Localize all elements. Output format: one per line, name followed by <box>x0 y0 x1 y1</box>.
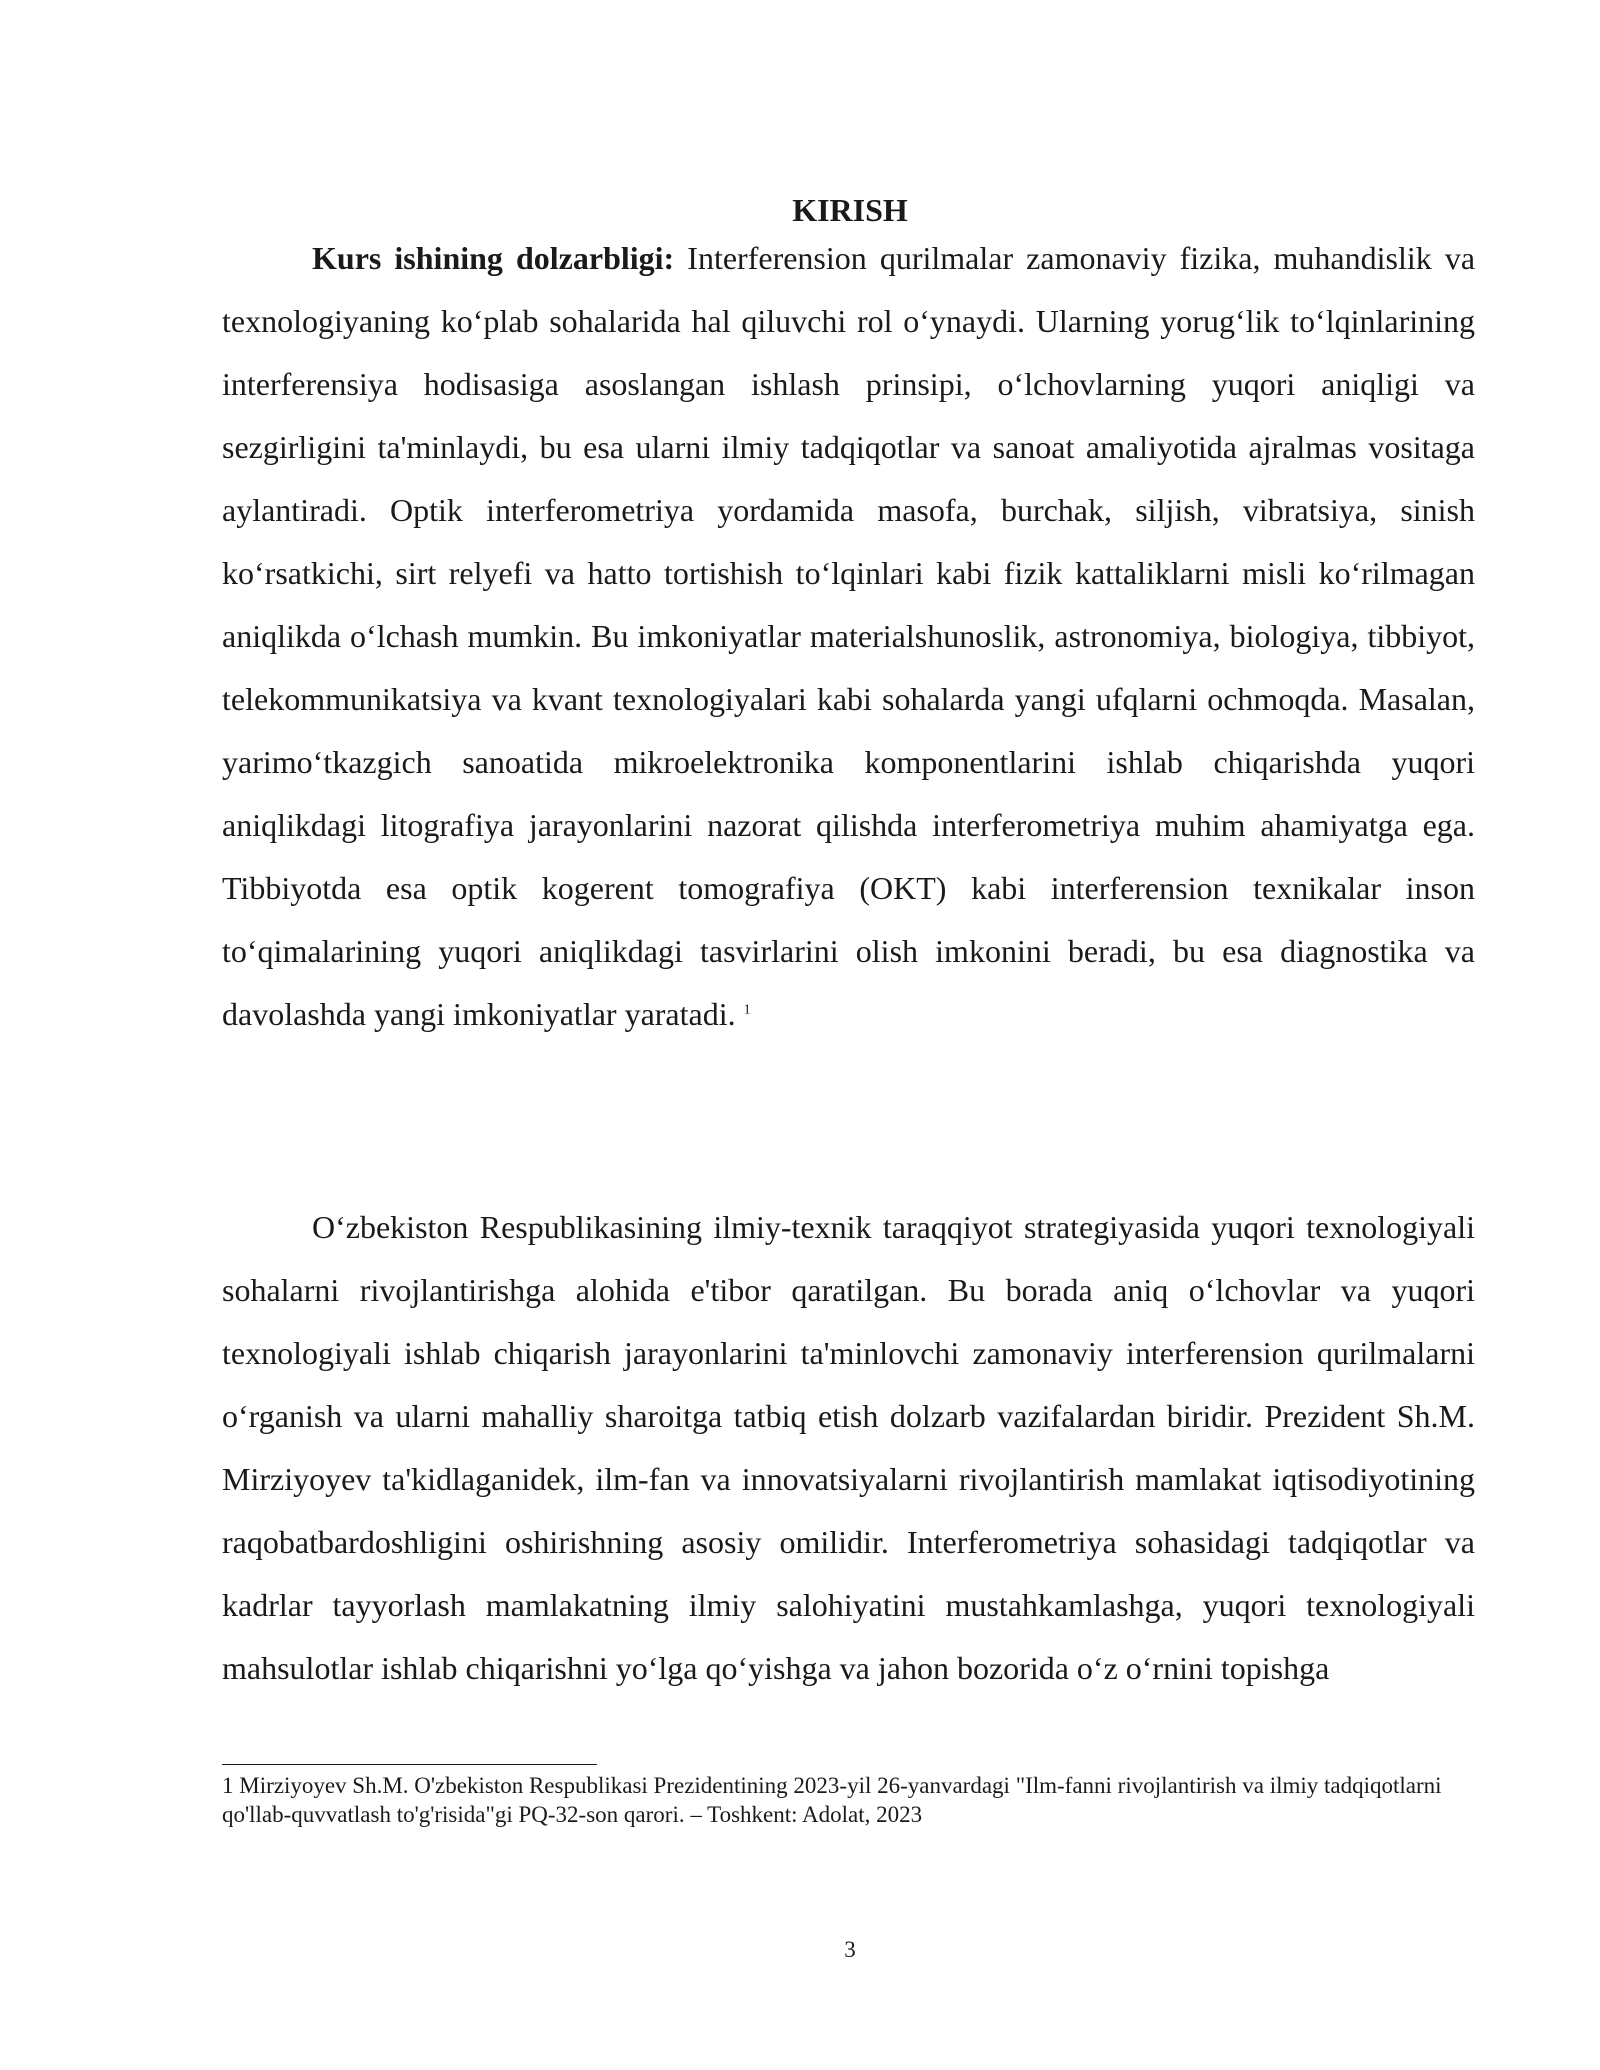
section-heading: KIRISH <box>792 192 908 228</box>
paragraph-relevance <box>222 227 1475 1046</box>
paragraph-lead: Kurs ishining dolzarbligi: <box>312 240 675 276</box>
page-number: 3 <box>844 1937 856 1962</box>
paragraph-text: Interferension qurilmalar zamonaviy fizika, muhandislik va texnologiyaning ko‘plab sohalarida hal qiluvchi rol o‘ynaydi. Ularning yorug‘lik to‘lqinlarining interferensiya hodisasiga asoslangan ishlash prinsipi, o‘lchovlarning yuqori aniqligi va sezgirligini ta'minlaydi, bu esa ularni ilmiy tadqiqotlar va sanoat amaliyotida ajralmas vositaga aylantiradi. Optik interferometriya yordamida masofa, burchak, siljish, vibratsiya, sinish ko‘rsatkichi, sirt relyefi va hatto tortishish to‘lqinlari kabi fizik kattaliklarni misli ko‘rilmagan aniqlikda o‘lchash mumkin. Bu imkoniyatlar materialshunoslik, astronomiya, biologiya, tibbiyot, telekommunikatsiya va kvant texnologiyalari kabi sohalarda yangi ufqlarni ochmoqda. Masalan, yarimo‘tkazgich sanoatida mikroelektronika komponentlarini ishlab chiqarishda yuqori aniqlikdagi litografiya jarayonlarini nazorat qilishda interferometriya muhim ahamiyatga ega. Tibbiyotda esa optik kogerent tomografiya (OKT) kabi interferension texnikalar inson to‘qimalarining yuqori aniqlikdagi tasvirlarini olish imkonini beradi, bu esa diagnostika va davolashda yangi imkoniyatlar yaratadi. <box>222 240 1476 1032</box>
footnote: 1 Mirziyoyev Sh.M. O'zbekiston Respublikasi Prezidentining 2023-yil 26-yanvardagi "Ilm-fanni rivojlantirish va ilmiy tadqiqotlarni qo'llab-quvvatlash to'g'risida"gi PQ-32-son qarori. – Toshkent: Adolat, 2023 <box>222 1773 1442 1827</box>
paragraph-text: O‘zbekiston Respublikasining ilmiy-texnik taraqqiyot strategiyasida yuqori texnologiyali sohalarni rivojlantirishga alohida e'tibor qaratilgan. Bu borada aniq o‘lchovlar va yuqori texnologiyali ishlab chiqarish jarayonlarini ta'minlovchi zamonaviy interferension qurilmalarni o‘rganish va ularni mahalliy sharoitga tatbiq etish dolzarb vazifalardan biridir. Prezident Sh.M. Mirziyoyev ta'kidlaganidek, ilm-fan va innovatsiyalarni rivojlantirish mamlakat iqtisodiyotining raqobatbardoshligini oshirishning asosiy omilidir. Interferometriya sohasidagi tadqiqotlar va kadrlar tayyorlash mamlakatning ilmiy salohiyatini mustahkamlashga, yuqori texnologiyali mahsulotlar ishlab chiqarishni yo‘lga qo‘yishga va jahon bozorida o‘z o‘rnini topishga <box>222 1209 1475 1686</box>
paragraph-strategy <box>222 1196 1475 1700</box>
footnote-reference: 1 <box>743 1002 751 1018</box>
footnote-separator <box>222 1764 597 1765</box>
